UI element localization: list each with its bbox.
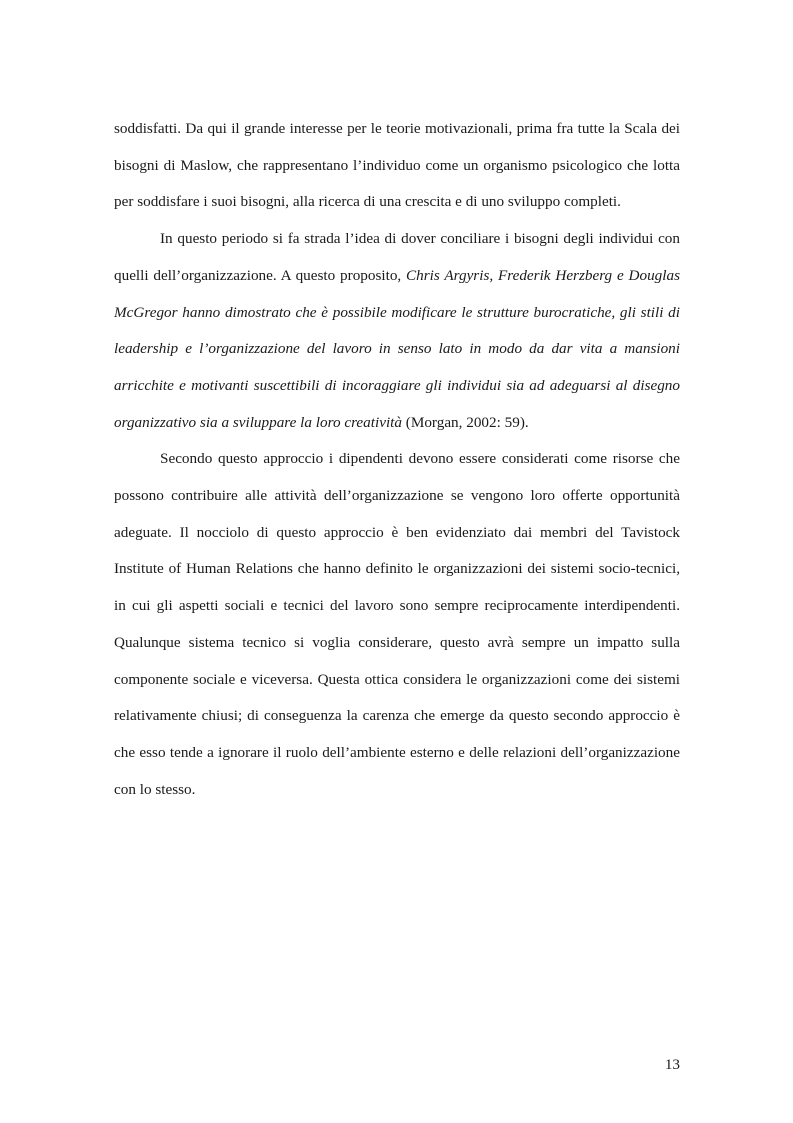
- paragraph-2-intro: In questo periodo si fa strada l’idea di dover conciliare i bisogni degli individui con quelli dell’organizzazione. A questo proposito,: [114, 230, 680, 284]
- paragraph-1: soddisfatti. Da qui il grande interesse per le teorie motivazionali, prima fra tutte la Scala dei bisogni di Maslow, che rappresentano l’individuo come un organismo psicologico che lotta per soddisfare i suoi bisogni, alla ricerca di una crescita e di uno sviluppo completi.: [114, 120, 680, 211]
- page-number: 13: [664, 1056, 680, 1073]
- paragraph-2-citation: (Morgan, 2002: 59).: [401, 413, 529, 431]
- body-text: [114, 111, 680, 808]
- paragraph-2-quote: Chris Argyris, Frederik Herzberg e Douglas McGregor hanno dimostrato che è possibile modificare le strutture burocratiche, gli stili di leadership e l’organizzazione del lavoro in senso lato in modo da dar vita a mansioni arricchite e motivanti suscettibili di incoraggiare gli individui sia ad adeguarsi al disegno organizzativo sia a sviluppare la loro creatività: [114, 266, 680, 431]
- paragraph-3: Secondo questo approccio i dipendenti devono essere considerati come risorse che possono contribuire alle attività dell’organizzazione se vengono loro offerte opportunità adeguate. Il nocciolo di questo approccio è ben evidenziato dai membri del Tavistock Institute of Human Relations che hanno definito le organizzazioni dei sistemi socio-tecnici, in cui gli aspetti sociali e tecnici del lavoro sono sempre reciprocamente interdipendenti. Qualunque sistema tecnico si voglia considerare, questo avrà sempre un impatto sulla componente sociale e viceversa. Questa ottica considera le organizzazioni come dei sistemi relativamente chiusi; di conseguenza la carenza che emerge da questo secondo approccio è che esso tende a ignorare il ruolo dell’ambiente esterno e delle relazioni dell’organizzazione con lo stesso.: [114, 450, 680, 798]
- paragraph-2: [114, 221, 680, 441]
